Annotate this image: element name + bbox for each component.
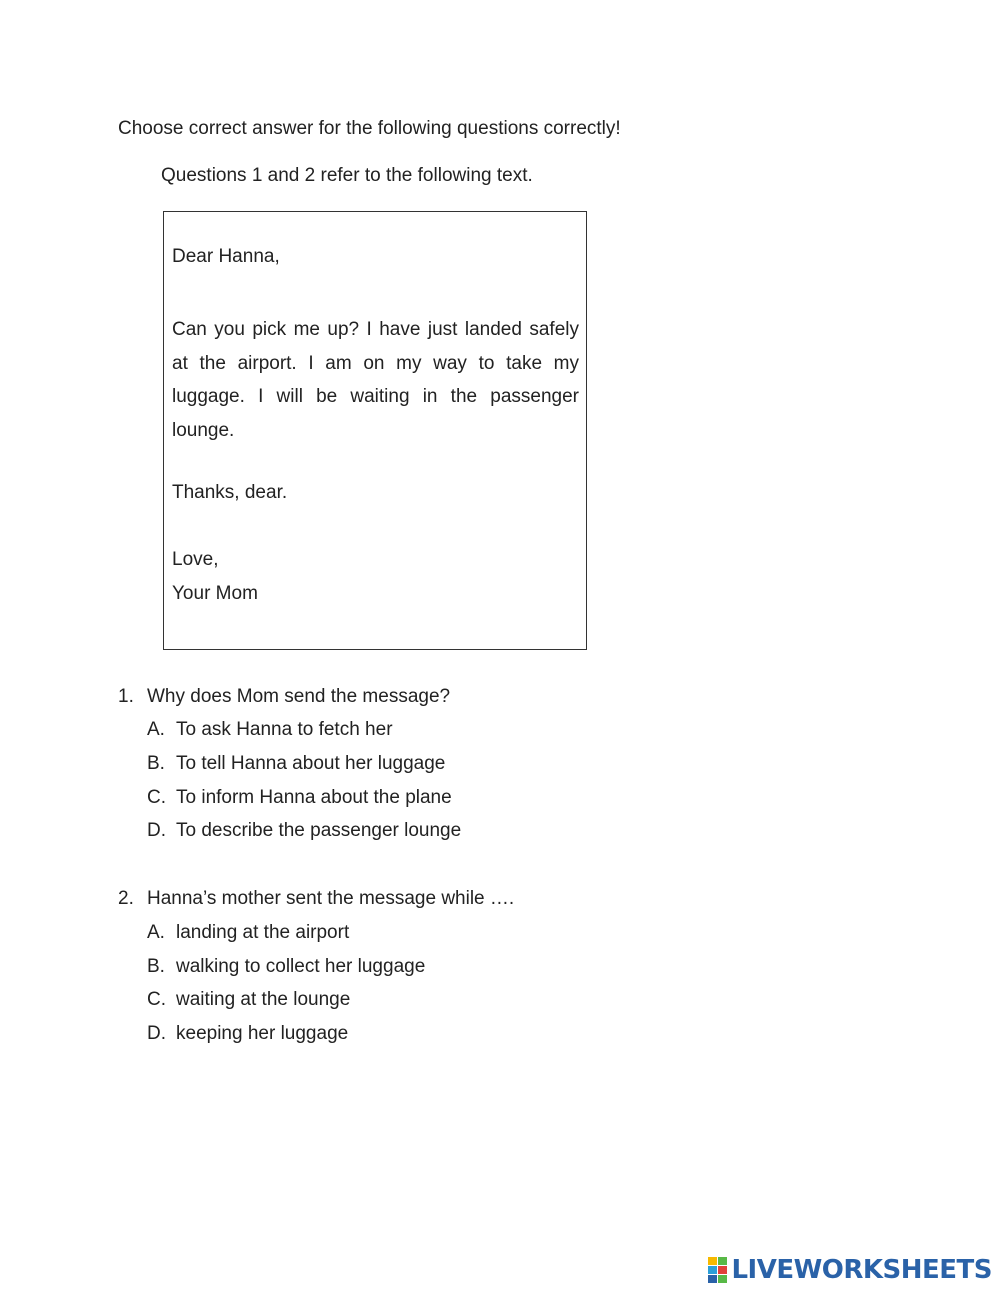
instruction-text: Choose correct answer for the following questions correctly! xyxy=(118,118,621,139)
logo-block-green-2 xyxy=(718,1275,727,1283)
question-number: 1. xyxy=(118,686,134,707)
reading-intro: Questions 1 and 2 refer to the following text. xyxy=(161,165,533,186)
option-letter[interactable]: A. xyxy=(147,719,165,740)
option-letter[interactable]: A. xyxy=(147,922,165,943)
option-text[interactable]: To ask Hanna to fetch her xyxy=(176,719,393,740)
option-text[interactable]: To inform Hanna about the plane xyxy=(176,787,452,808)
logo-block-blue xyxy=(708,1266,717,1274)
logo-text: LIVEWORKSHEETS xyxy=(731,1255,992,1285)
logo-block-blue-2 xyxy=(708,1275,717,1283)
letter-closing: Love, xyxy=(172,549,219,570)
logo-block-yellow xyxy=(708,1257,717,1265)
question-text: Why does Mom send the message? xyxy=(147,686,451,707)
option-text[interactable]: walking to collect her luggage xyxy=(176,956,426,977)
option-text[interactable]: To describe the passenger lounge xyxy=(176,820,462,841)
letter-thanks: Thanks, dear. xyxy=(172,482,288,503)
letter-greeting: Dear Hanna, xyxy=(172,246,280,267)
question-number: 2. xyxy=(118,888,134,909)
question-text: Hanna’s mother sent the message while …. xyxy=(147,888,515,909)
option-text[interactable]: landing at the airport xyxy=(176,922,350,943)
option-letter[interactable]: B. xyxy=(147,753,165,774)
option-text[interactable]: keeping her luggage xyxy=(176,1023,349,1044)
liveworksheets-logo xyxy=(708,1255,992,1285)
option-letter[interactable]: C. xyxy=(147,989,166,1010)
letter-signature: Your Mom xyxy=(172,583,258,604)
option-letter[interactable]: D. xyxy=(147,820,166,841)
logo-blocks-icon xyxy=(708,1257,727,1283)
logo-block-green xyxy=(718,1257,727,1265)
letter-body: Can you pick me up? I have just landed safely at the airport. I am on my way to take my luggage. I will be waiting in the passenger lounge. xyxy=(172,319,579,441)
logo-block-red xyxy=(718,1266,727,1274)
option-letter[interactable]: B. xyxy=(147,956,165,977)
option-text[interactable]: waiting at the lounge xyxy=(176,989,351,1010)
option-letter[interactable]: C. xyxy=(147,787,166,808)
option-letter[interactable]: D. xyxy=(147,1023,166,1044)
option-text[interactable]: To tell Hanna about her luggage xyxy=(176,753,446,774)
